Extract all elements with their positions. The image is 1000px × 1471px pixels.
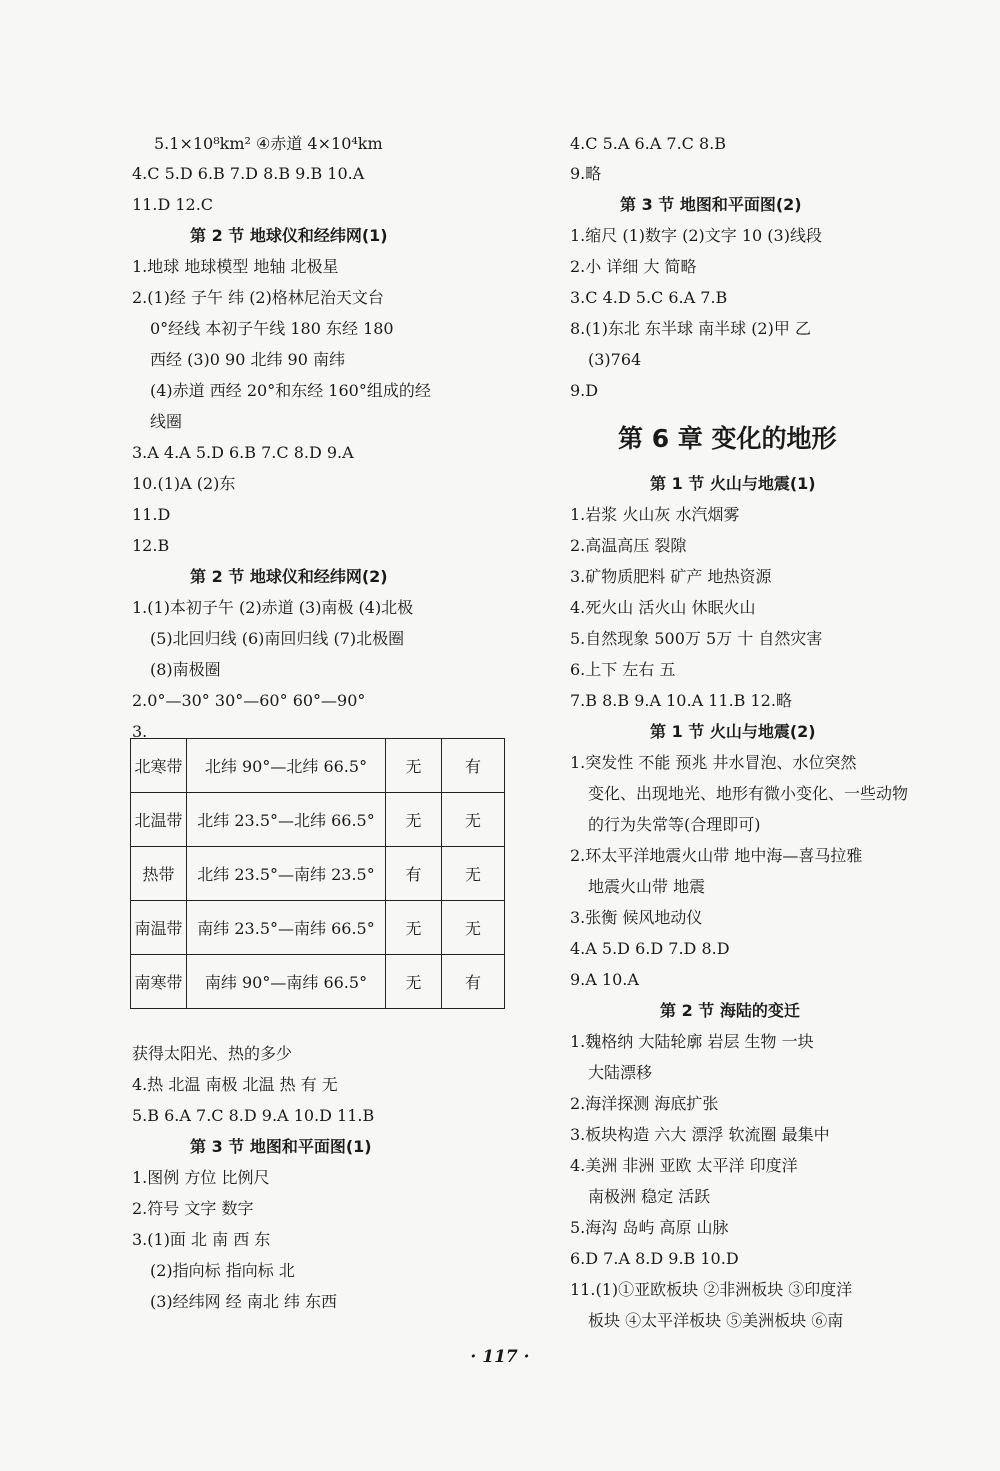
answer-line: 4.C 5.D 6.B 7.D 8.B 9.B 10.A [132,164,365,183]
table-cell: 无 [442,847,505,901]
answer-line: 2.(1)经 子午 纬 (2)格林尼治天文台 [132,288,384,307]
table-cell: 有 [442,955,505,1009]
table-cell: 南温带 [131,901,187,955]
answer-line: 4.热 北温 南极 北温 热 有 无 [132,1075,338,1094]
table-cell: 无 [442,793,505,847]
answer-line: (8)南极圈 [150,660,221,679]
answer-line: (5)北回归线 (6)南回归线 (7)北极圈 [150,629,405,648]
answer-line: 4.C 5.A 6.A 7.C 8.B [570,134,727,153]
answer-line: 1.(1)本初子午 (2)赤道 (3)南极 (4)北极 [132,598,414,617]
answer-line: 1.缩尺 (1)数字 (2)文字 10 (3)线段 [570,226,822,245]
answer-line: 西经 (3)0 90 北纬 90 南纬 [150,350,345,369]
table-cell: 北纬 23.5°—南纬 23.5° [187,847,386,901]
answer-line: 11.(1)①亚欧板块 ②非洲板块 ③印度洋 [570,1280,853,1299]
answer-line: 4.美洲 非洲 亚欧 太平洋 印度洋 [570,1156,798,1175]
table-cell: 北寒带 [131,739,187,793]
chapter-title: 第 6 章 变化的地形 [618,424,837,453]
section-heading: 第 2 节 海陆的变迁 [660,1001,800,1020]
answer-line: (3)经纬网 经 南北 纬 东西 [150,1292,338,1311]
answer-line: 3.(1)面 北 南 西 东 [132,1230,271,1249]
answer-line: 11.D [132,505,171,524]
answer-line: (2)指向标 指向标 北 [150,1261,295,1280]
answer-line: 11.D 12.C [132,195,214,214]
answer-line: 5.B 6.A 7.C 8.D 9.A 10.D 11.B [132,1106,375,1125]
section-heading: 第 3 节 地图和平面图(2) [620,195,802,214]
table-cell: 无 [442,901,505,955]
answer-line: 2.小 详细 大 简略 [570,257,697,276]
table-row [131,793,505,847]
answer-line: 1.地球 地球模型 地轴 北极星 [132,257,339,276]
answer-line: 1.突发性 不能 预兆 井水冒泡、水位突然 [570,753,857,772]
answer-line: (4)赤道 西经 20°和东经 160°组成的经 [150,381,431,400]
answer-line: 7.B 8.B 9.A 10.A 11.B 12.略 [570,691,792,710]
answer-line: 线圈 [150,412,183,431]
answer-line: 2.环太平洋地震火山带 地中海—喜马拉雅 [570,846,863,865]
answer-line: 2.高温高压 裂隙 [570,536,687,555]
answer-line: 地震火山带 地震 [588,877,706,896]
answer-line: 变化、出现地光、地形有微小变化、一些动物 [588,784,909,803]
table-cell: 热带 [131,847,187,901]
answer-line: 9.略 [570,164,602,183]
answer-line: 2.符号 文字 数字 [132,1199,254,1218]
answer-line: 6.上下 左右 五 [570,660,676,679]
table-cell: 有 [386,847,442,901]
section-heading: 第 2 节 地球仪和经纬网(2) [190,567,388,586]
section-heading: 第 1 节 火山与地震(2) [650,722,816,741]
answer-line: 大陆漂移 [588,1063,653,1082]
table-cell: 有 [442,739,505,793]
answer-line: 的行为失常等(合理即可) [588,815,761,834]
answer-line: 3.板块构造 六大 漂浮 软流圈 最集中 [570,1125,830,1144]
section-heading: 第 3 节 地图和平面图(1) [190,1137,372,1156]
answer-line: 6.D 7.A 8.D 9.B 10.D [570,1249,739,1268]
answer-line: 2.海洋探测 海底扩张 [570,1094,719,1113]
answer-line: 板块 ④太平洋板块 ⑤美洲板块 ⑥南 [588,1311,844,1330]
answer-line: 南极洲 稳定 活跃 [588,1187,711,1206]
answer-line: 8.(1)东北 东半球 南半球 (2)甲 乙 [570,319,811,338]
answer-line: 3.C 4.D 5.C 6.A 7.B [570,288,728,307]
answer-line: 5.1×10⁸km² ④赤道 4×10⁴km [154,134,383,153]
answer-line: 10.(1)A (2)东 [132,474,236,493]
table-row [131,901,505,955]
answer-line: 12.B [132,536,170,555]
table-cell: 南纬 90°—南纬 66.5° [187,955,386,1009]
answer-line: 1.魏格纳 大陆轮廓 岩层 生物 一块 [570,1032,814,1051]
table-cell: 北纬 90°—北纬 66.5° [187,739,386,793]
answer-line: 1.岩浆 火山灰 水汽烟雾 [570,505,740,524]
answer-line: 9.A 10.A [570,970,639,989]
answer-line: 5.海沟 岛屿 高原 山脉 [570,1218,729,1237]
answer-line: 9.D [570,381,599,400]
table-cell: 北温带 [131,793,187,847]
page-number: · 117 · [470,1347,530,1367]
answer-line: 3.矿物质肥料 矿产 地热资源 [570,567,772,586]
table-cell: 无 [386,739,442,793]
answer-line: 3. [132,722,148,741]
climate-zone-table [130,738,505,1009]
answer-line: 3.张衡 候风地动仪 [570,908,703,927]
table-row [131,847,505,901]
answer-line: 0°经线 本初子午线 180 东经 180 [150,319,394,338]
table-row [131,955,505,1009]
section-heading: 第 2 节 地球仪和经纬网(1) [190,226,388,245]
answer-line: (3)764 [588,350,642,369]
table-row [131,739,505,793]
answer-line: 5.自然现象 500万 5万 十 自然灾害 [570,629,823,648]
answer-line: 1.图例 方位 比例尺 [132,1168,270,1187]
answer-line: 3.A 4.A 5.D 6.B 7.C 8.D 9.A [132,443,354,462]
answer-line: 4.死火山 活火山 休眠火山 [570,598,756,617]
answer-line: 4.A 5.D 6.D 7.D 8.D [570,939,730,958]
table-cell: 无 [386,793,442,847]
answer-line: 2.0°—30° 30°—60° 60°—90° [132,691,366,710]
answer-line: 获得太阳光、热的多少 [132,1044,293,1063]
table-cell: 南纬 23.5°—南纬 66.5° [187,901,386,955]
table-cell: 北纬 23.5°—北纬 66.5° [187,793,386,847]
table-cell: 南寒带 [131,955,187,1009]
table-cell: 无 [386,955,442,1009]
table-cell: 无 [386,901,442,955]
section-heading: 第 1 节 火山与地震(1) [650,474,816,493]
